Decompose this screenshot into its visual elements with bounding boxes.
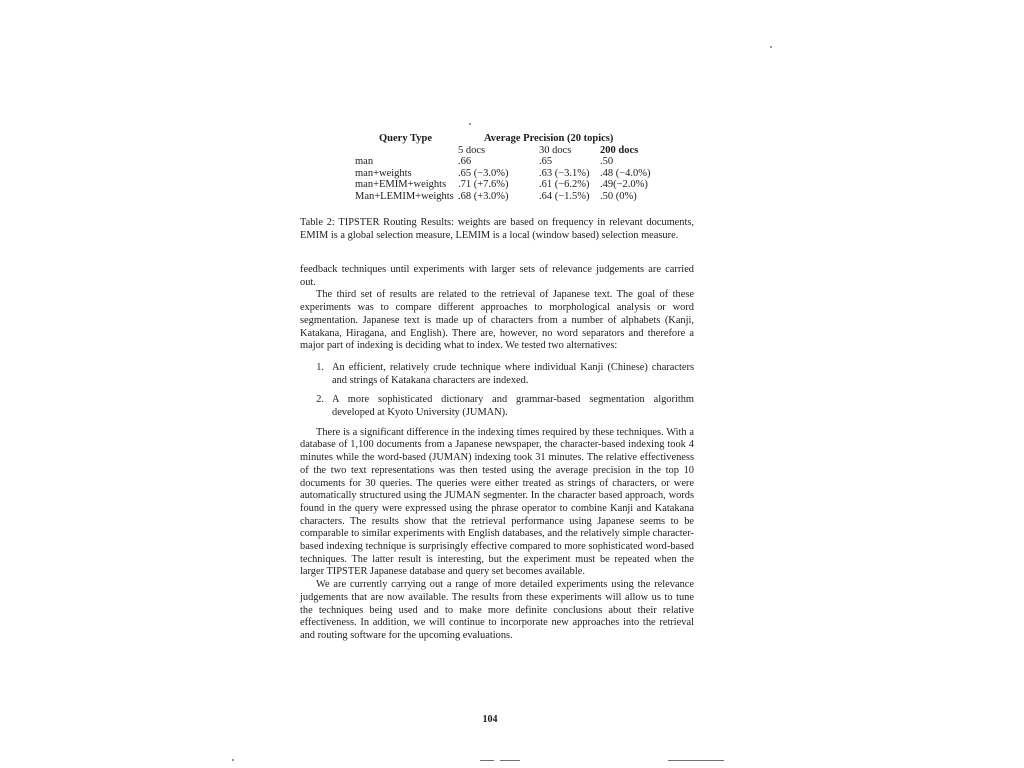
query-cell: man: [355, 156, 374, 167]
value-cell: .66: [458, 156, 472, 167]
table-header-row: [352, 133, 694, 145]
scan-rule: [500, 760, 520, 761]
list-item: [300, 394, 694, 419]
table-row: [352, 191, 694, 203]
table-row: [352, 179, 694, 191]
scan-speck: [469, 123, 471, 125]
table-subheader-row: [352, 145, 694, 157]
query-cell: man+EMIM+weights: [355, 179, 447, 190]
page-number: 104: [482, 714, 498, 725]
list-text: A more sophisticated dictionary and grammar-based segmentation algorithm developed at Kyoto University (JUMAN).: [332, 394, 694, 419]
value-cell: .48 (−4.0%): [600, 167, 651, 179]
paragraph: The third set of results are related to the retrieval of Japanese text. The goal of these experiments was to compare different approaches to morphological analysis or word segmentation. Japanese text is made up of characters from a number of alphabets (Kanji, Katakana, Hiragana, and English). There are, however, no word separators and therefore a major part of indexing is deciding what to index. We tested two alternatives:: [300, 289, 694, 352]
value-cell: .65 (−3.0%): [458, 167, 509, 179]
header-30-docs: 30 docs: [539, 144, 572, 156]
value-cell: .63 (−3.1%): [539, 167, 590, 179]
paragraph: feedback techniques until experiments with larger sets of relevance judgements are carried out.: [300, 264, 694, 288]
list-item: [300, 362, 694, 387]
query-cell: Man+LEMIM+weights: [355, 190, 454, 202]
value-cell: .61 (−6.2%): [539, 179, 590, 190]
value-cell: .50 (0%): [600, 190, 637, 202]
value-cell: .71 (+7.6%): [458, 179, 509, 190]
list-number: 1.: [316, 361, 324, 373]
list-text: An efficient, relatively crude technique where individual Kanji (Chinese) characters and strings of Katakana characters are indexed.: [332, 361, 694, 386]
paragraph: We are currently carrying out a range of more detailed experiments using the relevance judgements that are now available. The results from these experiments will allow us to tune the techniques being used and to make more definite conclusions about their relative effectiveness. In addition, we will continue to incorporate new approaches into the retrieval and routing software for the upcoming evaluations.: [300, 579, 694, 641]
results-table: [352, 133, 694, 202]
header-200-docs: 200 docs: [600, 144, 639, 156]
header-avg-precision: Average Precision (20 topics): [484, 133, 614, 144]
value-cell: .65: [539, 156, 553, 167]
table-row: [352, 156, 694, 168]
value-cell: .50: [600, 156, 614, 167]
value-cell: .64 (−1.5%): [539, 190, 590, 202]
scan-rule: [668, 760, 724, 761]
scan-rule: [480, 760, 494, 761]
header-query-type: Query Type: [379, 133, 432, 144]
list-number: 2.: [316, 394, 324, 406]
paragraph: There is a significant difference in the indexing times required by these techniques. With a database of 1,100 documents from a Japanese newspaper, the character-based indexing took 4 minutes while the word-based (JUMAN) indexing took 31 minutes. The relative effectiveness of the two text representations was then tested using the average precision in the top 10 documents for 30 queries. The queries were either treated as strings of characters, or were automatically structured using the JUMAN segmenter. In the character based approach, words found in the query were expressed using the phrase operator to combine Kanji and Katakana characters. The results show that the retrieval performance using Japanese seems to be comparable to similar experiments with English databases, and the relatively simple character-based indexing technique is surprisingly effective compared to more sophisticated word-based techniques. The latter result is interesting, but the experiment must be repeated when the larger TIPSTER Japanese database and query set becomes available.: [300, 426, 694, 578]
query-cell: man+weights: [355, 167, 412, 179]
value-cell: .49(−2.0%): [600, 179, 648, 190]
scan-speck: [770, 46, 772, 48]
scan-speck: [232, 759, 234, 761]
value-cell: .68 (+3.0%): [458, 190, 509, 202]
body-text: [300, 264, 694, 643]
table-row: [352, 168, 694, 180]
table-caption: Table 2: TIPSTER Routing Results: weights are based on frequency in relevant documents, EMIM is a global selection measure, LEMIM is a local (window based) selection measure.: [300, 217, 694, 241]
header-5-docs: 5 docs: [458, 144, 486, 156]
